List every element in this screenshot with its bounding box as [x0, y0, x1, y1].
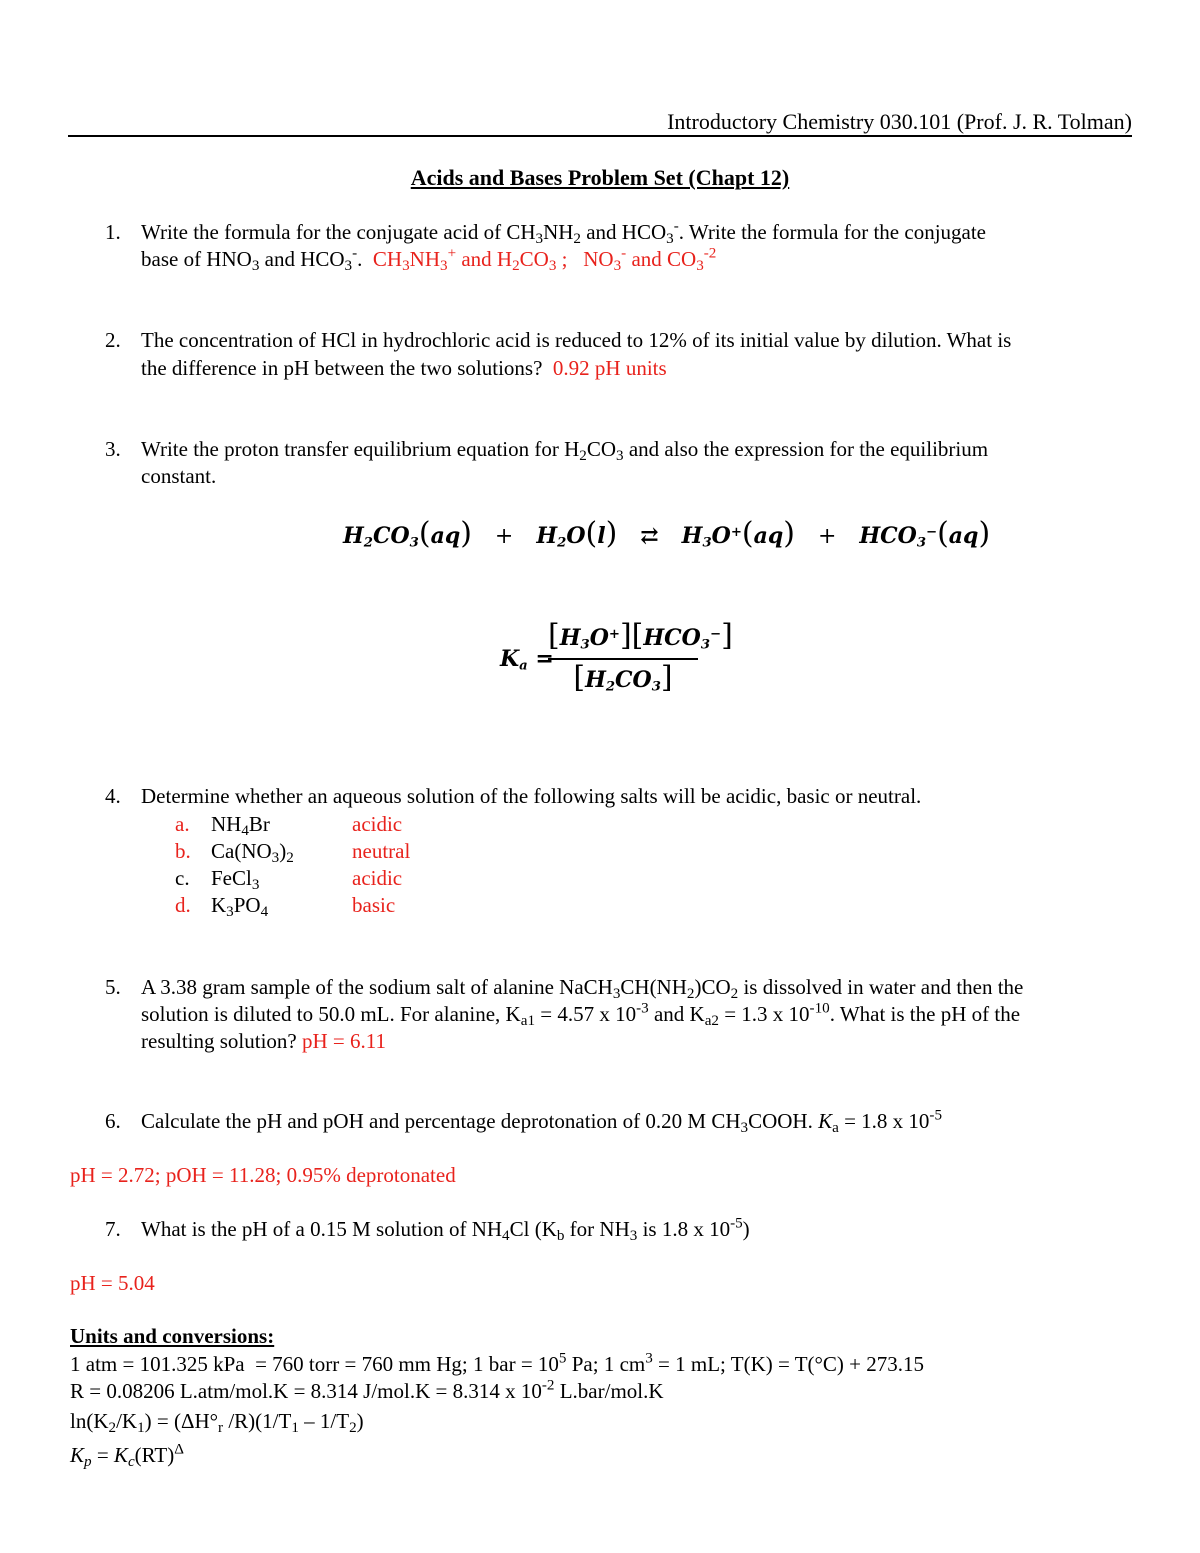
salt-a-letter: a.: [175, 812, 190, 836]
units-line-4: $K_p = K_c(RT)^\Delta$: [70, 1441, 184, 1470]
question-1-number: 1.: [105, 220, 121, 244]
question-7-text: What is the pH of a 0.15 M solution of $NH_4Cl$ ($K_b$ for $NH_3$ is 1.8 x $10^{-5}$): [141, 1215, 750, 1244]
question-1-line-1: Write the formula for the conjugate acid of $CH_3NH_2$ and $HCO_3^-$. Write the formula for the conjugate: [141, 218, 987, 247]
question-2-number: 2.: [105, 328, 121, 352]
question-6-text: Calculate the pH and pOH and percentage deprotonation of 0.20 M $CH_3COOH$. $K_a = 1.8$ x $10^{-5}$: [141, 1107, 942, 1136]
question-7-number: 7.: [105, 1217, 121, 1241]
salt-b-answer: neutral: [352, 839, 411, 863]
question-2-answer: 0.92 pH units: [552, 356, 667, 380]
units-heading: Units and conversions:: [70, 1324, 275, 1348]
question-1-answer: $CH_3NH_3^+$ and $H_2CO_3$ ; $NO_3^-$ and $CO_3^{-2}$: [372, 245, 717, 274]
question-5-number: 5.: [105, 975, 121, 999]
salt-d-letter: d.: [175, 893, 191, 917]
salt-c-answer: acidic: [352, 866, 403, 890]
question-6-number: 6.: [105, 1109, 121, 1133]
question-5-line-1: A 3.38 gram sample of the sodium salt of alanine $NaCH_3CH(NH_2)CO_2$ is dissolved in water and then the: [141, 975, 1024, 1002]
question-3-number: 3.: [105, 437, 121, 461]
ka-symbol: $K_a$ =: [500, 646, 554, 674]
question-3-line-2: constant.: [141, 464, 217, 488]
question-4-number: 4.: [105, 784, 121, 808]
question-2-line-1: The concentration of HCl in hydrochloric acid is reduced to 12% of its initial value by dilution. What is: [141, 328, 1012, 352]
page-title: Acids and Bases Problem Set (Chapt 12): [410, 165, 790, 190]
question-2-text: the difference in pH between the two solutions?: [141, 356, 543, 380]
question-5-text: resulting solution?: [141, 1029, 297, 1053]
fraction-bar: [548, 658, 698, 660]
salt-c-letter: c.: [175, 866, 190, 890]
question-2-line-2: [141, 355, 1130, 382]
course-header: Introductory Chemistry 030.101 (Prof. J. R. Tolman): [667, 109, 1132, 134]
salt-d: $K_3PO_4$: [211, 893, 269, 920]
units-line-3: $\ln(K_2/K_1) = (\Delta H^\circ_r$ $/R)(1/T_1 - 1/T_2)$: [70, 1409, 364, 1436]
question-5-line-2: solution is diluted to 50.0 mL. For alanine, $K_{a1} = 4.57$ x $10^{-3}$ and $K_{a2} = 1.3$ x $10^{-10}$. What is the pH of the: [141, 1000, 1021, 1029]
salt-d-answer: basic: [352, 893, 396, 917]
question-7-answer: pH = 5.04: [70, 1271, 155, 1295]
question-1-text: base of $HNO_3$ and $HCO_3^-$.: [141, 245, 363, 274]
units-line-2: R = 0.08206 L.atm/mol.K = 8.314 J/mol.K = 8.314 x $10^{-2}$ L.bar/mol.K: [70, 1377, 664, 1403]
question-3-line-1: Write the proton transfer equilibrium equation for $H_2CO_3$ and also the expression for the equilibrium: [141, 437, 989, 464]
question-5-answer: pH = 6.11: [302, 1029, 386, 1053]
ka-numerator: $[H_3O^+][HCO_3^-]$: [548, 618, 733, 653]
question-1-line-2: [141, 246, 1130, 273]
question-6-answer: pH = 2.72; pOH = 11.28; 0.95% deprotonated: [70, 1163, 456, 1187]
question-5-line-3: [141, 1028, 1130, 1055]
ka-expression: [500, 618, 733, 700]
equilibrium-equation: $H_2CO_3(aq)$ + $H_2O(l)$ ⇄ $H_3O^+(aq)$ + $HCO_3^-(aq)$: [343, 516, 991, 551]
salt-a-answer: acidic: [352, 812, 403, 836]
units-line-1: 1 atm = 101.325 kPa = 760 torr = 760 mm Hg; 1 bar = $10^5$ Pa; 1 $cm^3 = 1$ mL; T(K) = T(°C) + 273.15: [70, 1350, 925, 1376]
salt-c: FeCl$_3$: [211, 866, 260, 893]
salt-a: $NH_4Br$: [211, 812, 270, 839]
question-4-text: Determine whether an aqueous solution of the following salts will be acidic, basic or neutral.: [141, 784, 922, 808]
header-rule: [68, 135, 1132, 137]
ka-denominator: $[H_2CO_3]$: [573, 660, 673, 695]
salt-b-letter: b.: [175, 839, 191, 863]
salt-b: $Ca(NO_3)_2$: [211, 839, 294, 866]
